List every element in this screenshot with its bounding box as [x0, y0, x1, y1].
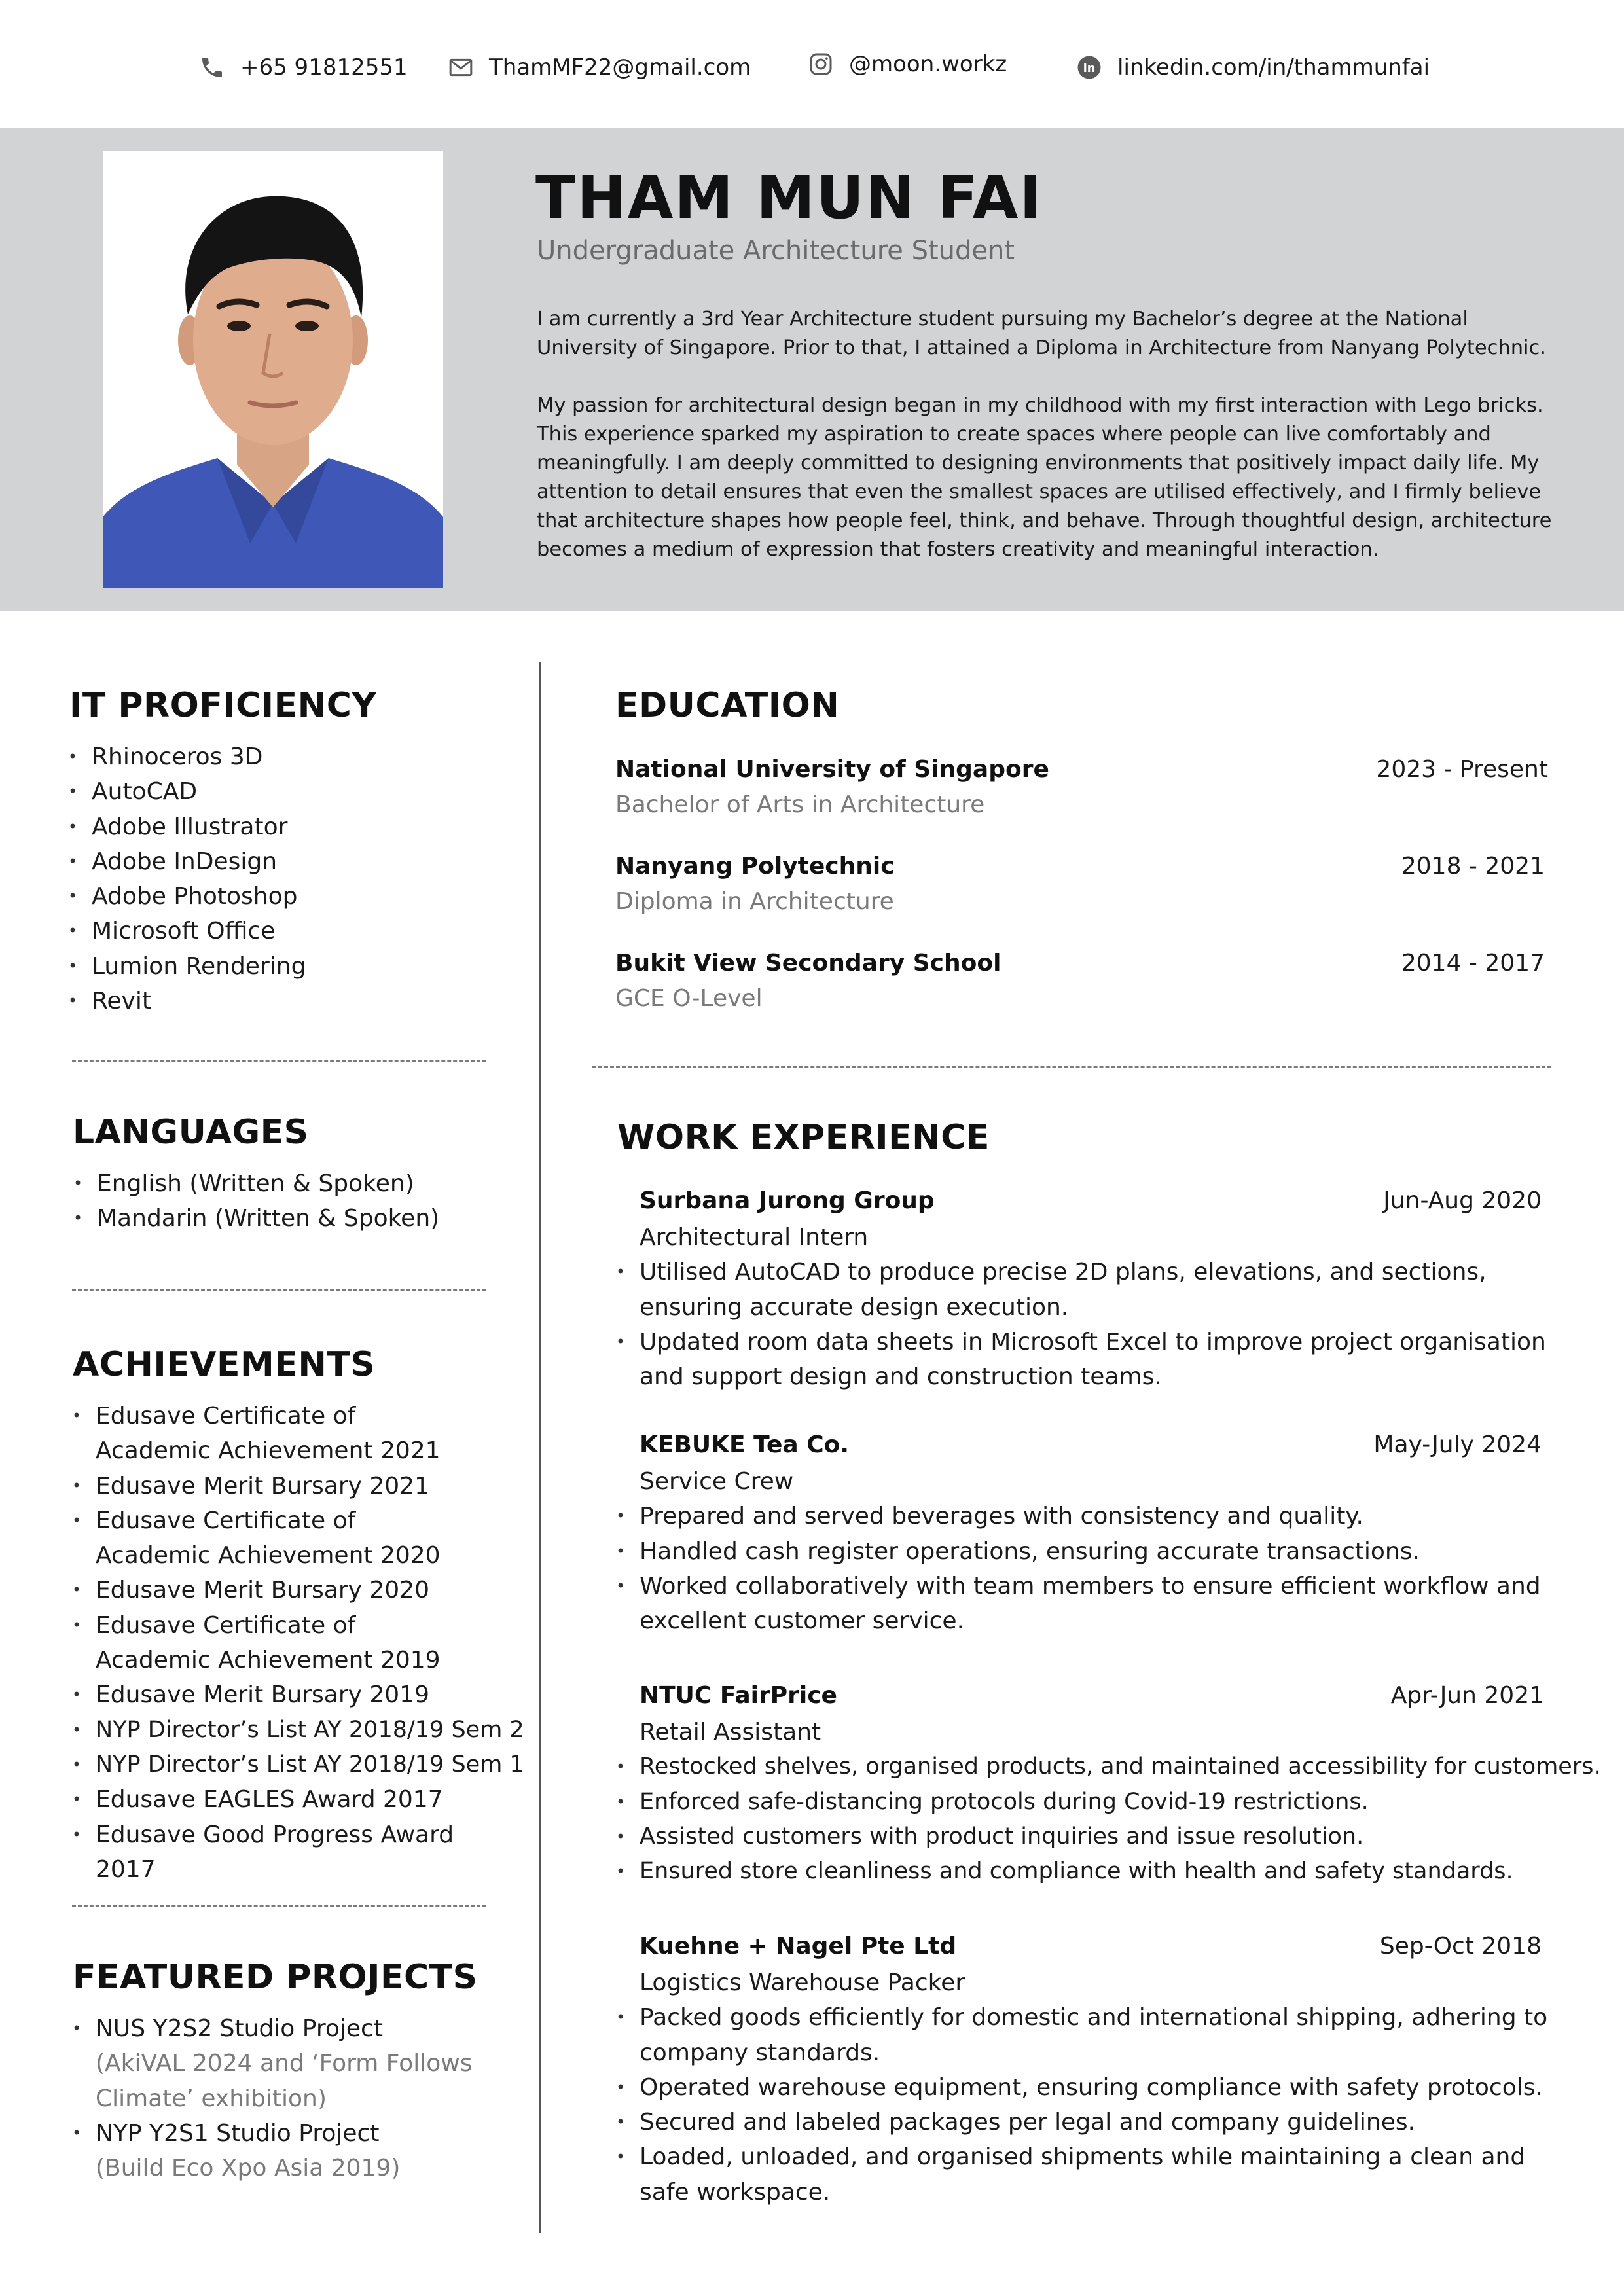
duty-list [640, 1499, 1553, 1638]
list-item: • Edusave Certificate of Academic Achievement 2019 [72, 1608, 475, 1678]
work-dates: Sep-Oct 2018 [1379, 1933, 1542, 1960]
school-name: National University of Singapore [615, 756, 1049, 783]
list-item: • Assisted customers with product inquiries and issue resolution. [640, 1820, 1582, 1854]
list-item: • Enforced safe-distancing protocols during Covid-19 restrictions. [640, 1785, 1582, 1820]
education-dates: 2018 - 2021 [1401, 853, 1545, 880]
project-name: NYP Y2S1 Studio Project [96, 2119, 380, 2147]
work-dates: Apr-Jun 2021 [1390, 1682, 1544, 1709]
education-dates: 2014 - 2017 [1401, 950, 1545, 977]
company-name: Kuehne + Nagel Pte Ltd [640, 1933, 957, 1960]
linkedin-text: linkedin.com/in/thammunfai [1117, 54, 1430, 81]
projects-list [72, 2011, 478, 2185]
list-item: • Revit [68, 984, 513, 1018]
list-item: • Loaded, unloaded, and organised shipments while maintaining a clean and safe workspace. [640, 2140, 1553, 2210]
education-title: EDUCATION [615, 686, 840, 725]
duty-list [640, 1749, 1601, 1889]
contact-linkedin[interactable] [1075, 51, 1430, 84]
project-name: NUS Y2S2 Studio Project [96, 2015, 383, 2042]
job-role: Logistics Warehouse Packer [640, 1969, 965, 1996]
work-entry [640, 1431, 1542, 1638]
bio-paragraph-2: My passion for architectural design began in my childhood with my first interaction with Lego bricks. This experience sparked my aspiration to create spaces where people can live comfortably and meaningfully. I am deeply committed to designing environments that positively impact daily life. My attention to detail ensures that even the smallest spaces are utilised effectively, and I firmly believe that architecture shapes how people feel, think, and behave. Through thoughtful design, architecture becomes a medium of expression that fosters creativity and meaningful interaction. [537, 394, 1552, 561]
list-item: • Utilised AutoCAD to produce precise 2D plans, elevations, and sections, ensuring accurate design execution. [640, 1255, 1553, 1325]
job-role: Service Crew [640, 1468, 794, 1495]
instagram-icon [807, 50, 835, 78]
list-item: • Edusave Good Progress Award 2017 [72, 1818, 517, 1888]
section-divider [72, 1905, 486, 1907]
list-item: • Packed goods efficiently for domestic and international shipping, adhering to company standards. [640, 2000, 1553, 2070]
instagram-text: @moon.workz [849, 51, 1007, 77]
job-role: Architectural Intern [640, 1224, 869, 1251]
school-name: Bukit View Secondary School [615, 950, 1001, 977]
duty-list [640, 1255, 1553, 1394]
company-name: KEBUKE Tea Co. [640, 1431, 850, 1458]
education-dates: 2023 - Present [1376, 756, 1548, 783]
section-divider [72, 1060, 486, 1062]
list-item: • Updated room data sheets in Microsoft Excel to improve project organisation and support design and construction teams. [640, 1325, 1553, 1395]
list-item: • NYP Director’s List AY 2018/19 Sem 2 [72, 1713, 517, 1748]
list-item [72, 2011, 478, 2116]
bio-paragraph-1: I am currently a 3rd Year Architecture student pursuing my Bachelor’s degree at the National University of Singapore. Prior to that, I attained a Diploma in Architecture from Nanyang Polytechnic. [537, 308, 1546, 359]
list-item: • Edusave Merit Bursary 2021 [72, 1469, 517, 1503]
section-divider [592, 1066, 1551, 1068]
list-item: • Mandarin (Written & Spoken) [73, 1201, 518, 1236]
mail-icon [447, 54, 475, 81]
list-item: • Prepared and served beverages with consistency and quality. [640, 1499, 1553, 1534]
list-item: • Restocked shelves, organised products, and maintained accessibility for customers. [640, 1749, 1582, 1784]
project-detail: (Build Eco Xpo Asia 2019) [96, 2155, 401, 2182]
it-proficiency-title: IT PROFICIENCY [69, 686, 377, 725]
company-name: Surbana Jurong Group [640, 1187, 935, 1214]
job-role: Retail Assistant [640, 1719, 821, 1746]
list-item: • Rhinoceros 3D [68, 740, 513, 774]
list-item: • Operated warehouse equipment, ensuring compliance with safety protocols. [640, 2070, 1553, 2105]
list-item: • Edusave EAGLES Award 2017 [72, 1782, 517, 1817]
education-entry [615, 853, 1545, 918]
list-item: • Lumion Rendering [68, 949, 513, 984]
list-item: • Edusave Merit Bursary 2019 [72, 1677, 517, 1712]
profile-photo [103, 151, 443, 588]
list-item: • Microsoft Office [68, 914, 513, 948]
list-item: • Secured and labeled packages per legal and company guidelines. [640, 2105, 1553, 2140]
qualification: Bachelor of Arts in Architecture [615, 791, 985, 818]
phone-icon [198, 54, 226, 81]
qualification: GCE O-Level [615, 985, 763, 1012]
list-item: • Ensured store cleanliness and compliance with health and safety standards. [640, 1854, 1582, 1889]
work-experience-title: WORK EXPERIENCE [617, 1118, 990, 1157]
list-item: • Edusave Merit Bursary 2020 [72, 1573, 517, 1607]
list-item: • Edusave Certificate of Academic Achievement 2021 [72, 1399, 475, 1469]
candidate-name: THAM MUN FAI [535, 164, 1043, 232]
list-item: • AutoCAD [68, 774, 513, 809]
list-item: • NYP Director’s List AY 2018/19 Sem 1 [72, 1748, 517, 1782]
contact-instagram[interactable] [807, 48, 1007, 81]
phone-text: +65 91812551 [240, 54, 408, 81]
education-entry [615, 950, 1545, 1015]
email-text: ThamMF22@gmail.com [489, 54, 751, 81]
section-divider [72, 1289, 486, 1291]
achievements-list [72, 1399, 524, 1887]
languages-list [73, 1166, 518, 1236]
it-proficiency-list [68, 740, 513, 1018]
list-item: • Adobe InDesign [68, 844, 513, 879]
school-name: Nanyang Polytechnic [615, 853, 895, 880]
linkedin-icon [1075, 54, 1103, 81]
work-dates: May-July 2024 [1373, 1431, 1542, 1458]
svg-text:in: in [1083, 62, 1096, 75]
education-entry [615, 756, 1548, 821]
duty-list [640, 2000, 1553, 2210]
list-item: • Handled cash register operations, ensuring accurate transactions. [640, 1534, 1553, 1569]
qualification: Diploma in Architecture [615, 888, 894, 915]
list-item: • Adobe Illustrator [68, 810, 513, 844]
project-detail: (AkiVAL 2024 and ‘Form Follows Climate’ exhibition) [96, 2050, 473, 2112]
company-name: NTUC FairPrice [640, 1682, 837, 1709]
contact-email[interactable] [447, 51, 751, 84]
list-item [72, 2116, 478, 2186]
list-item: • Worked collaboratively with team members to ensure efficient workflow and excellent customer service. [640, 1569, 1553, 1639]
languages-title: LANGUAGES [73, 1113, 309, 1152]
column-divider [539, 662, 541, 2233]
contact-phone[interactable] [198, 51, 408, 84]
list-item: • Edusave Certificate of Academic Achievement 2020 [72, 1503, 475, 1573]
work-entry [640, 1187, 1546, 1394]
candidate-subtitle: Undergraduate Architecture Student [537, 236, 1015, 266]
work-entry [640, 1682, 1601, 1889]
work-entry [640, 1933, 1548, 2210]
list-item: • Adobe Photoshop [68, 879, 513, 914]
list-item: • English (Written & Spoken) [73, 1166, 518, 1201]
featured-projects-title: FEATURED PROJECTS [73, 1958, 478, 1997]
achievements-title: ACHIEVEMENTS [73, 1345, 376, 1384]
work-dates: Jun-Aug 2020 [1383, 1187, 1542, 1214]
